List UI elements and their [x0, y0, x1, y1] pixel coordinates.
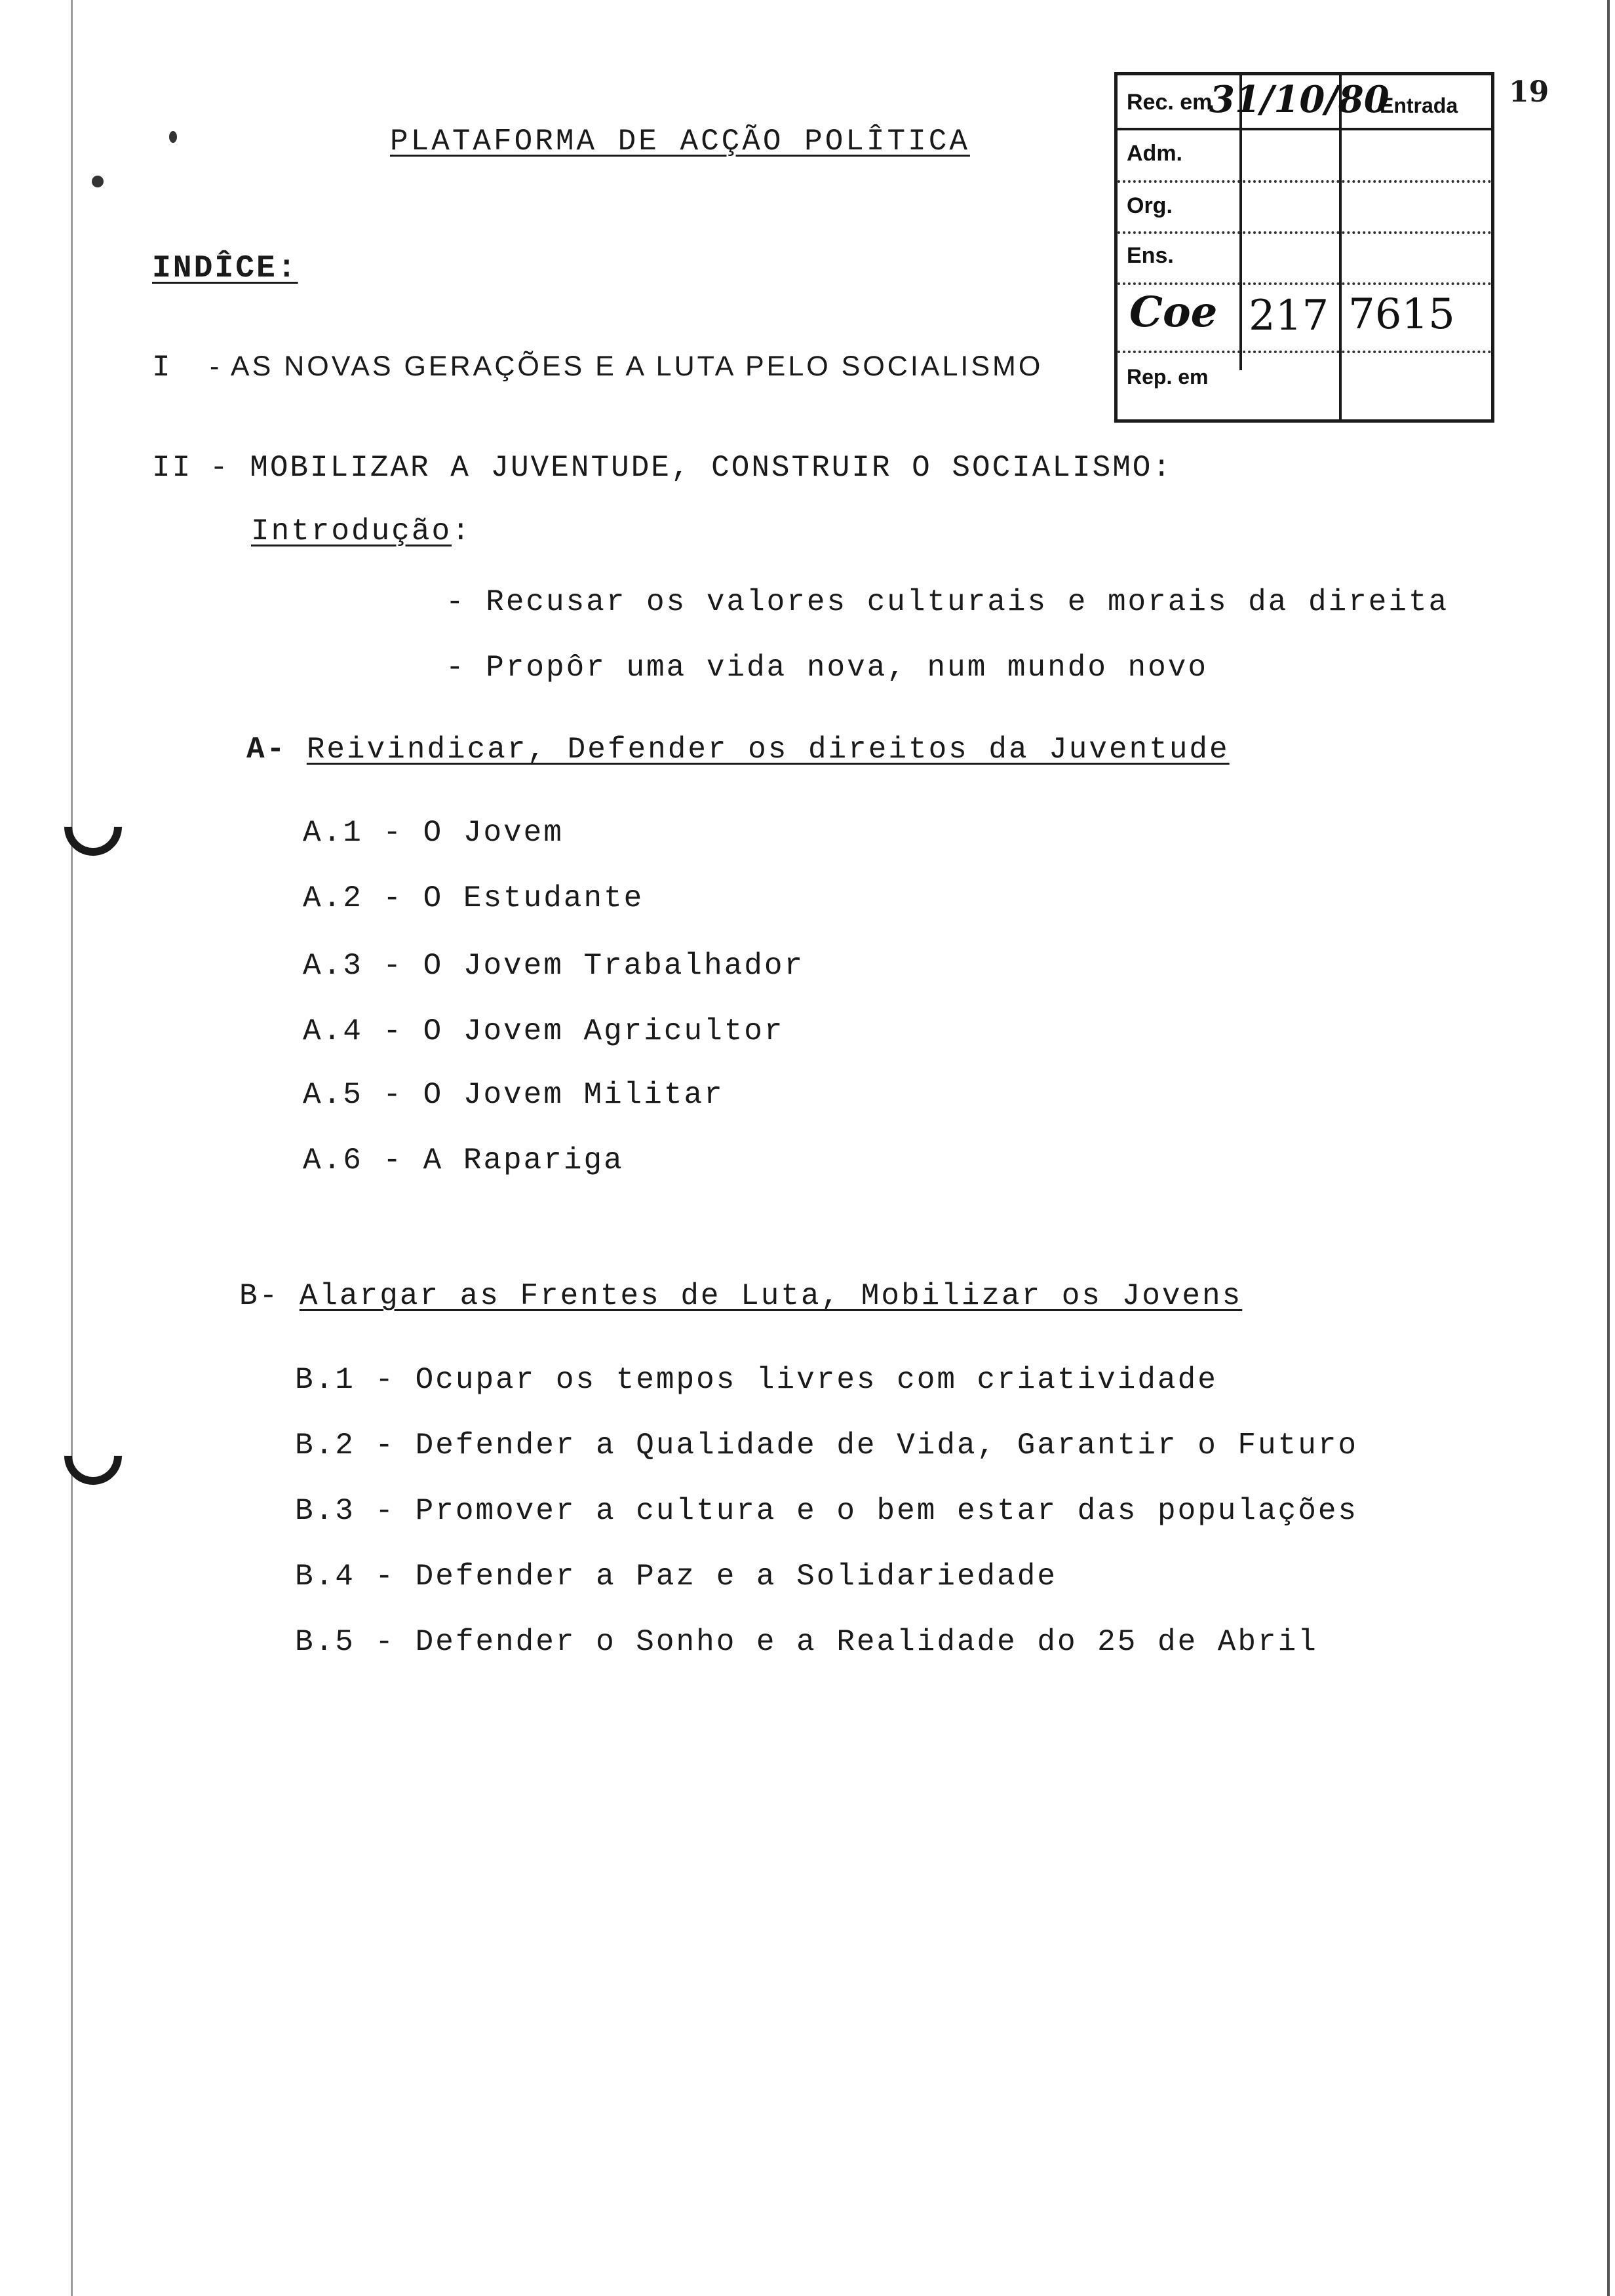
intro-item: - Recusar os valores culturais e morais da direita — [446, 585, 1449, 619]
part-numeral: II — [152, 451, 193, 485]
section-b-heading-row — [239, 1279, 1242, 1313]
part-title: - MOBILIZAR A JUVENTUDE, CONSTRUIR O SOCIALISMO: — [210, 451, 1173, 485]
intro-colon: : — [452, 514, 472, 548]
section-prefix: A- — [246, 733, 287, 767]
index-heading: INDÎCE: — [152, 251, 298, 286]
section-heading: Reivindicar, Defender os direitos da Juventude — [306, 733, 1230, 767]
punch-hole-icon — [52, 786, 134, 868]
stamp-handwritten-number: 217 — [1249, 292, 1329, 340]
list-item: B.4 - Defender a Paz e a Solidariedade — [295, 1559, 1057, 1594]
ink-speck — [92, 176, 104, 187]
ink-speck — [169, 131, 177, 143]
stamp-rec-label: Rec. em — [1127, 90, 1213, 115]
list-item: B.3 - Promover a cultura e o bem estar das populações — [295, 1494, 1359, 1528]
list-item: A.4 - O Jovem Agricultor — [303, 1014, 785, 1048]
list-item: B.1 - Ocupar os tempos livres com criatividade — [295, 1363, 1218, 1397]
part-numeral: I — [152, 351, 172, 385]
stamp-handwritten-code: Coe — [1129, 288, 1218, 337]
section-a-heading-row — [246, 733, 1230, 767]
list-item: B.5 - Defender o Sonho e a Realidade do 25 de Abril — [295, 1625, 1318, 1659]
stamp-handwritten-number: 7615 — [1348, 290, 1455, 339]
list-item: A.5 - O Jovem Militar — [303, 1078, 724, 1112]
margin-mark: 19 — [1509, 75, 1549, 109]
list-item: B.2 - Defender a Qualidade de Vida, Garantir o Futuro — [295, 1428, 1359, 1463]
list-item: A.3 - O Jovem Trabalhador — [303, 949, 805, 983]
page-left-edge — [71, 0, 73, 2296]
punch-hole-icon — [52, 1415, 134, 1497]
intro-heading-row — [251, 514, 472, 548]
intro-item: - Propôr uma vida nova, num mundo novo — [446, 651, 1208, 685]
stamp-rep-label: Rep. em — [1127, 365, 1209, 389]
stamp-row-label: Org. — [1127, 193, 1173, 218]
registration-stamp — [1114, 72, 1494, 423]
stamp-row-label: Ens. — [1127, 243, 1174, 268]
list-item: A.1 - O Jovem — [303, 816, 564, 850]
page-right-edge — [1607, 0, 1610, 2296]
intro-heading: Introdução — [251, 514, 452, 548]
list-item: A.2 - O Estudante — [303, 881, 644, 915]
stamp-row-label: Adm. — [1127, 141, 1182, 166]
list-item: A.6 - A Rapariga — [303, 1143, 624, 1177]
stamp-entrada-label: Entrada — [1380, 94, 1458, 117]
section-prefix: B- — [239, 1279, 280, 1313]
part-title: - AS NOVAS GERAÇÕES E A LUTA PELO SOCIALISMO — [210, 351, 1043, 382]
section-heading: Alargar as Frentes de Luta, Mobilizar os Jovens — [299, 1279, 1243, 1313]
stamp-rec-date: 31/10/80 — [1209, 78, 1390, 121]
page-title: PLATAFORMA DE ACÇÃO POLÎTICA — [390, 124, 970, 159]
